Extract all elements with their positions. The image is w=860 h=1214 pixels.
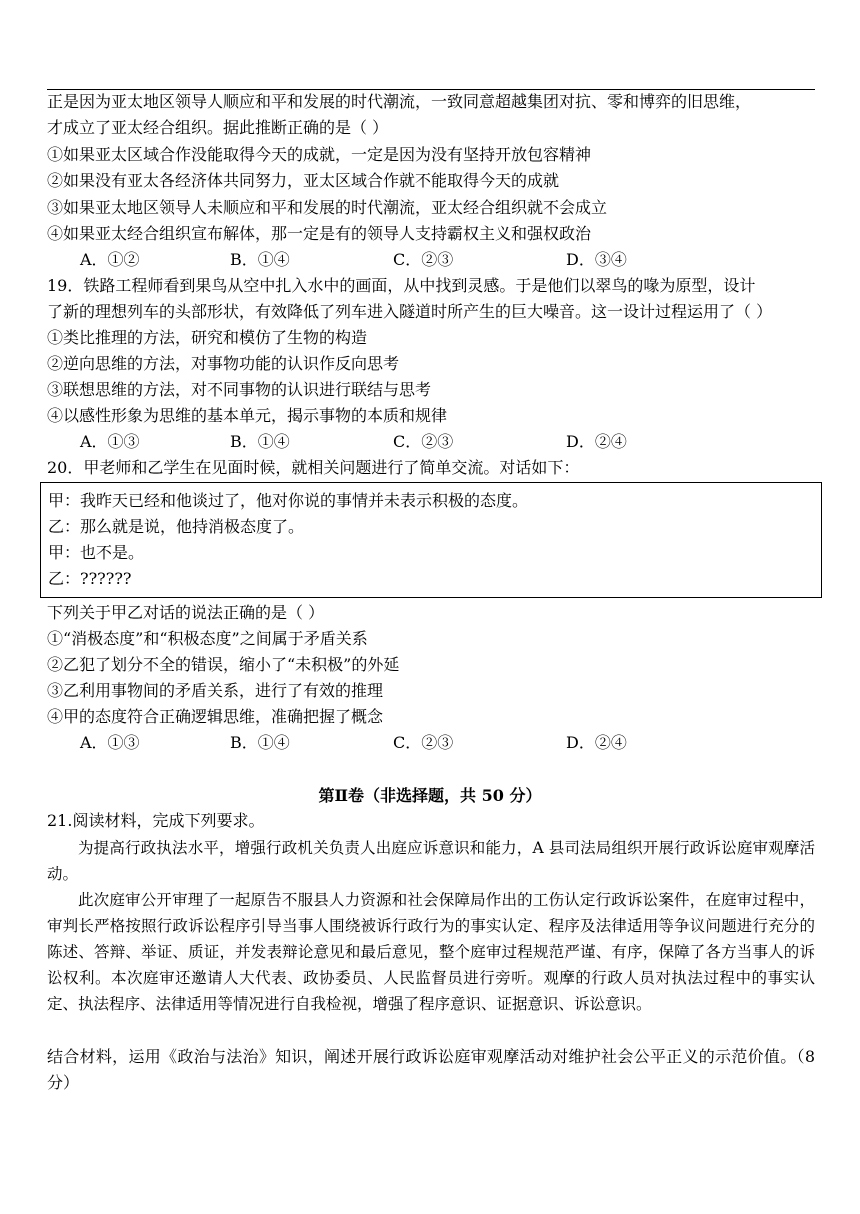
q21-stem: 21.阅读材料，完成下列要求。 (47, 811, 265, 830)
q20-stem: 20．甲老师和乙学生在见面时候，就相关问题进行了简单交流。对话如下： (47, 458, 580, 477)
q19-stem-line1: 19．铁路工程师看到果鸟从空中扎入水中的画面，从中找到灵感。于是他们以翠鸟的喙为原型，设计 (47, 276, 756, 295)
q20-option-d[interactable]: D．②④ (566, 733, 627, 752)
dialog-line-3: 甲：也不是。 (48, 543, 145, 562)
q18-stem-line1: 正是因为亚太地区领导人顺应和平和发展的时代潮流，一致同意超越集团对抗、零和博弈的旧思维， (47, 92, 752, 111)
q20-option-b[interactable]: B．①④ (230, 733, 290, 752)
q19-option-b[interactable]: B．①④ (230, 432, 290, 451)
q19-option-a[interactable]: A．①③ (80, 432, 140, 451)
q19-option-c[interactable]: C．②③ (393, 432, 454, 451)
q20-option-a[interactable]: A．①③ (80, 733, 140, 752)
q18-stem-line2: 才成立了亚太经合组织。据此推断正确的是（ ） (47, 118, 389, 137)
q20-statement-1: ①“消极态度”和“积极态度”之间属于矛盾关系 (47, 629, 368, 648)
q19-options (80, 430, 780, 454)
q19-statement-3: ③联想思维的方法，对不同事物的认识进行联结与思考 (47, 380, 432, 399)
q18-option-b[interactable]: B．①④ (230, 250, 290, 269)
dialog-line-2: 乙：那么就是说，他持消极态度了。 (48, 517, 305, 536)
q18-statement-3: ③如果亚太地区领导人未顺应和平和发展的时代潮流，亚太经合组织就不会成立 (47, 198, 608, 217)
q20-statement-4: ④甲的态度符合正确逻辑思维，准确把握了概念 (47, 707, 384, 726)
q20-statement-2: ②乙犯了划分不全的错误，缩小了“未积极”的外延 (47, 655, 400, 674)
q19-option-d[interactable]: D．②④ (566, 432, 627, 451)
q18-statement-2: ②如果没有亚太各经济体共同努力，亚太区域合作就不能取得今天的成就 (47, 171, 560, 190)
section-2-title: 第Ⅱ卷（非选择题，共 50 分） (318, 786, 542, 805)
q20-statement-3: ③乙利用事物间的矛盾关系，进行了有效的推理 (47, 681, 384, 700)
q18-statement-4: ④如果亚太经合组织宣布解体，那一定是有的领导人支持霸权主义和强权政治 (47, 224, 592, 243)
q21-material-paragraph-1: 为提高行政执法水平，增强行政机关负责人出庭应诉意识和能力，A 县司法局组织开展行政诉讼庭审观摩活动。 (47, 839, 815, 883)
q18-options (80, 248, 780, 272)
q18-statement-1: ①如果亚太区域合作没能取得今天的成就，一定是因为没有坚持开放包容精神 (47, 145, 592, 164)
q18-option-a[interactable]: A．①② (80, 250, 140, 269)
q21-task: 结合材料，运用《政治与法治》知识，阐述开展行政诉讼庭审观摩活动对维护社会公平正义的示范价值。（8 分） (47, 1047, 815, 1092)
dialog-line-1: 甲：我昨天已经和他谈过了，他对你说的事情并未表示积极的态度。 (48, 491, 529, 510)
q20-dialog-box (40, 482, 822, 598)
q18-option-d[interactable]: D．③④ (566, 250, 627, 269)
q20-option-c[interactable]: C．②③ (393, 733, 454, 752)
q19-statement-2: ②逆向思维的方法，对事物功能的认识作反向思考 (47, 354, 400, 373)
q21-material-paragraph-2: 此次庭审公开审理了一起原告不服县人力资源和社会保障局作出的工伤认定行政诉讼案件，在庭审过程中，审判长严格按照行政诉讼程序引导当事人围绕被诉行政行为的事实认定、程序及法律适用等争议问题进行充分的陈述、答辩、举证、质证，并发表辩论意见和最后意见，整个庭审过程规范严谨、有序，保障了各方当事人的诉讼权利。本次庭审还邀请人大代表、政协委员、人民监督员进行旁听。观摩的行政人员对执法过程中的事实认定、执法程序、法律适用等情况进行自我检视，增强了程序意识、证据意识、诉讼意识。 (47, 891, 815, 1013)
q19-statement-1: ①类比推理的方法，研究和模仿了生物的构造 (47, 328, 368, 347)
q20-options (80, 731, 780, 755)
q20-prompt: 下列关于甲乙对话的说法正确的是（ ） (47, 603, 325, 622)
q18-option-c[interactable]: C．②③ (393, 250, 454, 269)
q19-statement-4: ④以感性形象为思维的基本单元，揭示事物的本质和规律 (47, 406, 448, 425)
dialog-line-4: 乙：?????? (48, 569, 132, 588)
q19-stem-line2: 了新的理想列车的头部形状，有效降低了列车进入隧道时所产生的巨大噪音。这一设计过程运用了（ ） (47, 302, 773, 321)
